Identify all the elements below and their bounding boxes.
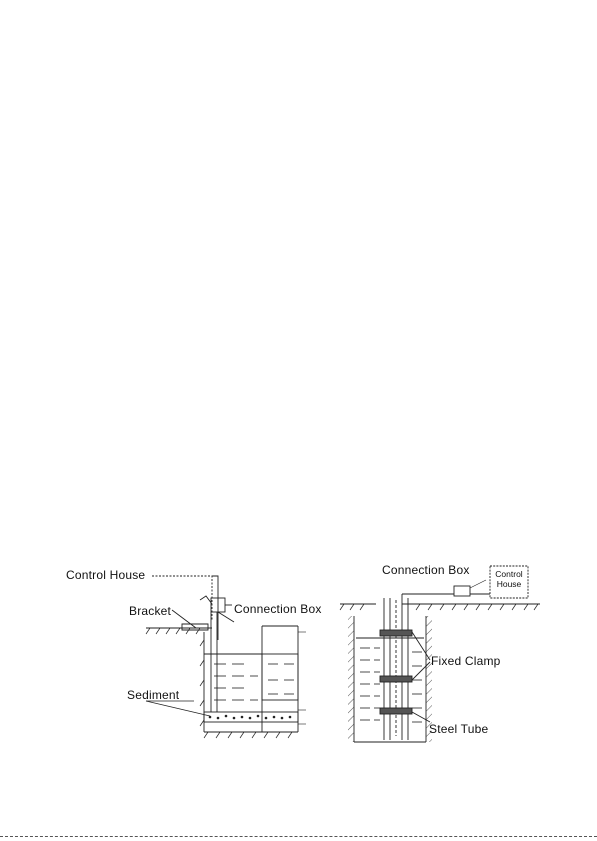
page-bottom-rule [0, 836, 597, 837]
control-house-line2: House [496, 579, 522, 589]
fixed-clamp-label: Fixed Clamp [431, 654, 501, 668]
connection-box-label-left: Connection Box [234, 602, 322, 616]
connection-box-label-right: Connection Box [382, 563, 470, 577]
control-house-line1: Control [495, 569, 523, 579]
steel-tube-label: Steel Tube [429, 722, 489, 736]
control-house-label: Control House [66, 568, 146, 582]
bracket-label: Bracket [129, 604, 172, 618]
left-diagram [146, 576, 306, 738]
sediment-label: Sediment [127, 688, 180, 702]
control-house-box-label [491, 569, 527, 589]
